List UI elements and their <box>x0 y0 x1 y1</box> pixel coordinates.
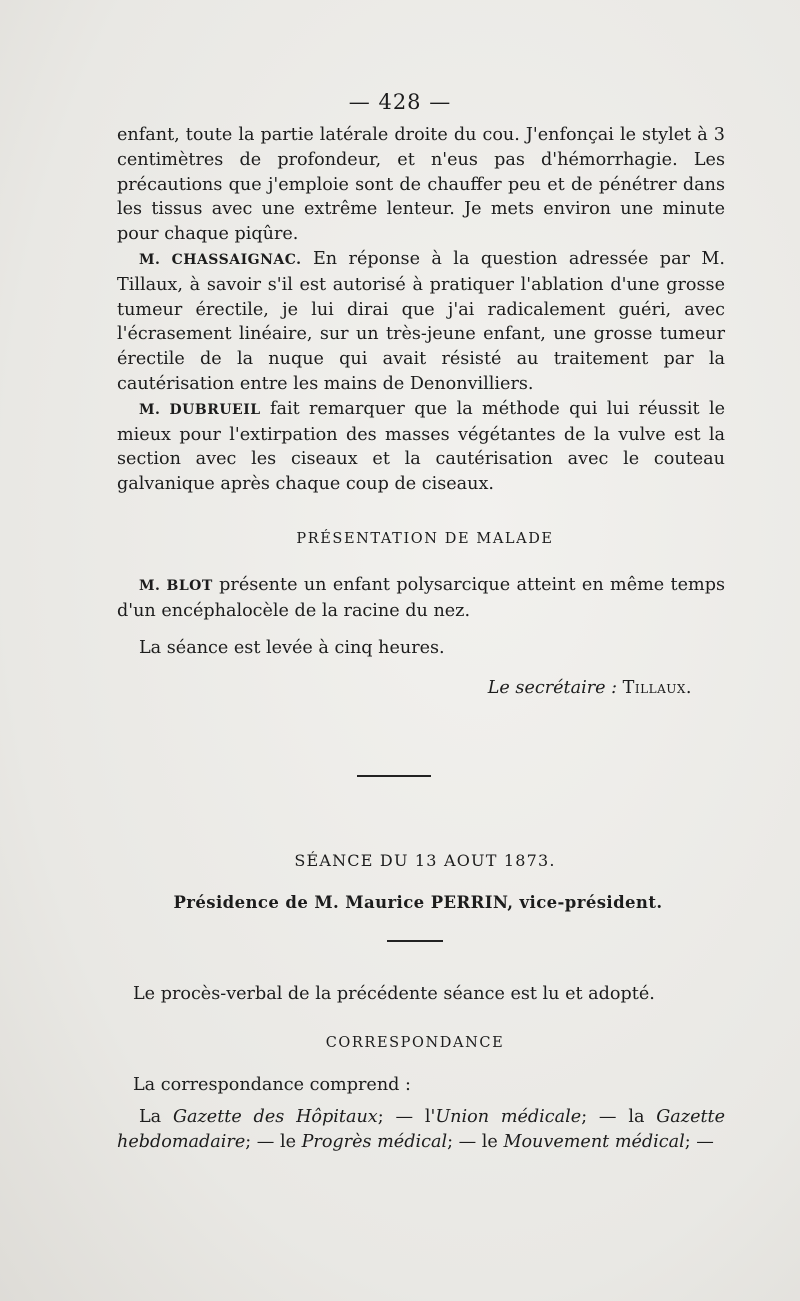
journal-title: Union médicale <box>435 1107 582 1127</box>
journal-title: Gazette des Hôpitaux <box>172 1107 378 1127</box>
paragraph-blot <box>117 573 725 624</box>
short-rule <box>387 940 443 942</box>
correspondence-paragraph <box>117 1105 725 1155</box>
signature-label: Le secrétaire : <box>487 678 618 698</box>
text-part: ; — le <box>245 1132 302 1152</box>
closing-line: La séance est levée à cinq heures. <box>139 638 445 658</box>
presidency-line: Présidence de M. Maurice PERRIN, vice-président. <box>173 893 663 912</box>
paragraph-text: fait remarquer que la méthode qui lui réussit le mieux pour l'extirpation des masses végétantes de la vulve est la section avec les ciseaux et la cautérisation avec le couteau galvanique après chaque coup de ciseaux. <box>117 398 725 495</box>
minutes-line: Le procès-verbal de la précédente séance est lu et adopté. <box>133 984 655 1004</box>
text-part: ; — la <box>581 1107 657 1127</box>
journal-title: Mouvement médical <box>503 1132 685 1152</box>
body-text <box>117 123 725 497</box>
signature-name: Tillaux. <box>622 678 692 698</box>
text-part: ; — l' <box>377 1107 436 1127</box>
paragraph-continuation: enfant, toute la partie latérale droite du cou. J'enfonçai le stylet à 3 centimètres de profondeur, et n'eus pas d'hémorrhagie. Les précautions que j'emploie sont de chauffer peu et de pénétrer dans les tissus avec une extrême lenteur. Je mets environ une minute pour chaque piqûre. <box>117 125 725 245</box>
paragraph-dubrueil <box>117 397 725 497</box>
speaker-name: M. DUBRUEIL <box>139 401 261 418</box>
paragraph-chassaignac <box>117 247 725 397</box>
blot-block <box>117 573 725 624</box>
section-title-presentation: PRÉSENTATION DE MALADE <box>296 531 554 547</box>
signature <box>488 678 692 698</box>
separator-rule <box>357 775 431 777</box>
paragraph-text: En réponse à la question adressée par M. Tillaux, à savoir s'il est autorisé à pratiquer l'ablation d'une grosse tumeur érectile, je lui dirai que j'ai radicalement guéri, avec l'écrasement linéaire, sur un très-jeune enfant, une grosse tumeur érectile de la nuque qui avait résisté au traitement par la cautérisation entre les mains de Denonvilliers. <box>117 248 725 394</box>
text-part: ; — <box>684 1132 714 1152</box>
correspondence-intro: La correspondance comprend : <box>133 1075 411 1095</box>
section-title-correspondance: CORRESPONDANCE <box>325 1035 505 1051</box>
text-part: La <box>139 1107 173 1127</box>
page-number: — 428 — <box>348 90 452 114</box>
speaker-name: M. BLOT <box>139 578 213 594</box>
journal-title: Progrès médical <box>301 1132 448 1152</box>
paragraph-text: présente un enfant polysarcique atteint en même temps d'un encéphalocèle de la racine du nez. <box>117 575 726 621</box>
session-title: SÉANCE DU 13 AOUT 1873. <box>294 851 556 870</box>
text-part: ; — le <box>447 1132 504 1152</box>
journal-title: Gazette hebdomadaire <box>117 1107 726 1152</box>
correspondence-list <box>117 1105 725 1155</box>
speaker-name: M. CHASSAIGNAC. <box>139 251 302 268</box>
